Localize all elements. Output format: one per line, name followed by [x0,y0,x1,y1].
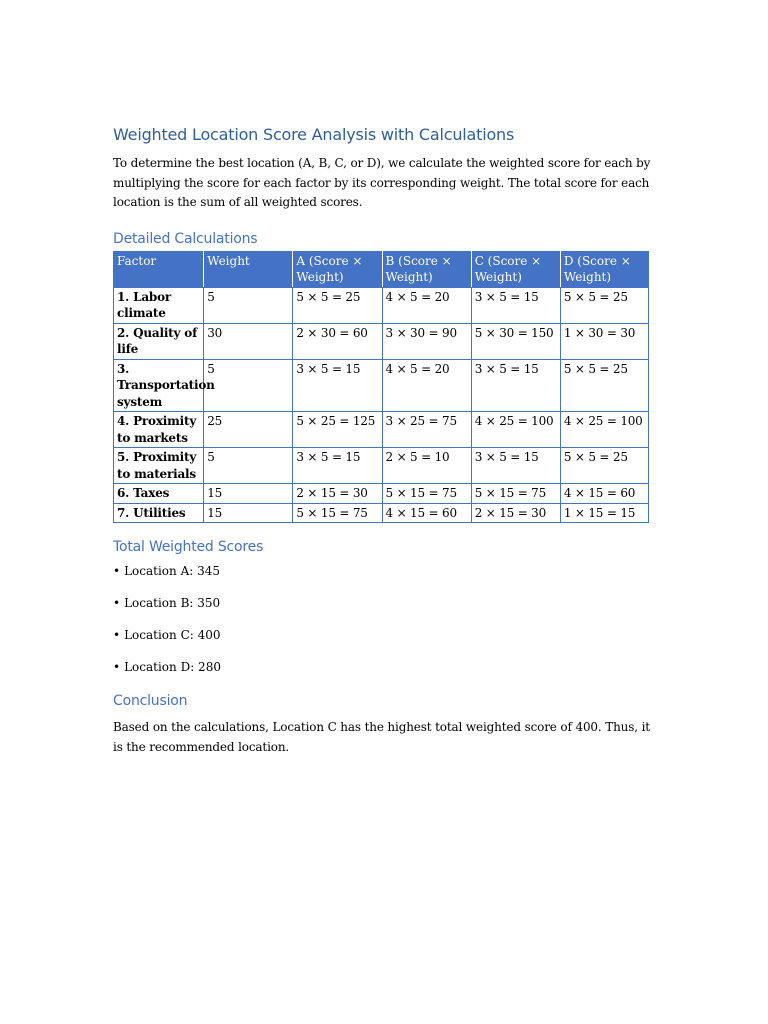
weight-cell: 5 [204,359,293,412]
location-d-cell: 5 × 5 = 25 [560,448,648,484]
header-weight: Weight [204,251,293,287]
location-c-cell: 2 × 15 = 30 [471,503,560,523]
detailed-calculations-heading: Detailed Calculations [113,230,258,247]
location-d-cell: 1 × 30 = 30 [560,323,648,359]
location-a-cell: 5 × 15 = 75 [293,503,382,523]
total-score-text: Location A: 345 [124,564,221,578]
table-row [114,484,649,504]
total-score-text: Location C: 400 [124,628,221,642]
total-scores-heading: Total Weighted Scores [113,539,264,555]
location-c-cell: 3 × 5 = 15 [471,359,560,412]
document-title: Weighted Location Score Analysis with Calculations [113,125,515,144]
total-score-text: Location D: 280 [124,660,221,674]
location-c-cell: 3 × 5 = 15 [471,287,560,323]
location-a-cell: 5 × 5 = 25 [293,287,382,323]
location-b-cell: 3 × 25 = 75 [382,412,471,448]
location-b-cell: 4 × 5 = 20 [382,287,471,323]
location-d-cell: 5 × 5 = 25 [560,287,648,323]
location-a-cell: 2 × 15 = 30 [293,484,382,504]
location-a-cell: 3 × 5 = 15 [293,448,382,484]
table-row [114,448,649,484]
location-a-cell: 3 × 5 = 15 [293,359,382,412]
list-item [113,627,653,643]
header-location-c: C (Score × Weight) [471,251,560,287]
header-location-d: D (Score × Weight) [560,251,648,287]
location-b-cell: 4 × 15 = 60 [382,503,471,523]
list-item [113,659,653,675]
location-c-cell: 3 × 5 = 15 [471,448,560,484]
factor-cell: 2. Quality of life [114,323,204,359]
location-a-cell: 2 × 30 = 60 [293,323,382,359]
weight-cell: 15 [204,484,293,504]
bullet-icon: • [113,596,121,610]
header-factor: Factor [114,251,204,287]
factor-cell: 6. Taxes [114,484,204,504]
weight-cell: 30 [204,323,293,359]
factor-cell: 7. Utilities [114,503,204,523]
location-d-cell: 4 × 15 = 60 [560,484,648,504]
factor-cell: 4. Proximity to markets [114,412,204,448]
list-item [113,595,653,611]
table-row [114,412,649,448]
location-a-cell: 5 × 25 = 125 [293,412,382,448]
list-item [113,563,653,579]
calculation-table [113,251,649,524]
conclusion-heading: Conclusion [113,693,188,709]
total-score-text: Location B: 350 [124,596,221,610]
location-b-cell: 4 × 5 = 20 [382,359,471,412]
weight-cell: 5 [204,448,293,484]
location-b-cell: 5 × 15 = 75 [382,484,471,504]
table-row [114,323,649,359]
location-d-cell: 5 × 5 = 25 [560,359,648,412]
location-b-cell: 3 × 30 = 90 [382,323,471,359]
header-location-a: A (Score × Weight) [293,251,382,287]
document-page [113,124,653,757]
location-d-cell: 1 × 15 = 15 [560,503,648,523]
header-location-b: B (Score × Weight) [382,251,471,287]
location-c-cell: 5 × 15 = 75 [471,484,560,504]
weight-cell: 25 [204,412,293,448]
factor-cell: 1. Labor climate [114,287,204,323]
table-row [114,287,649,323]
location-d-cell: 4 × 25 = 100 [560,412,648,448]
table-row [114,359,649,412]
table-header-row [114,251,649,287]
total-scores-list [113,563,653,675]
bullet-icon: • [113,628,121,642]
intro-paragraph: To determine the best location (A, B, C, or D), we calculate the weighted score for each by multiplying the score for each factor by its corresponding weight. The total score for each location is the sum of all weighted scores. [113,156,651,209]
factor-cell: 3. Transportation system [114,359,204,412]
location-b-cell: 2 × 5 = 10 [382,448,471,484]
location-c-cell: 5 × 30 = 150 [471,323,560,359]
weight-cell: 5 [204,287,293,323]
location-c-cell: 4 × 25 = 100 [471,412,560,448]
conclusion-paragraph: Based on the calculations, Location C has the highest total weighted score of 400. Thus, it is the recommended location. [113,720,650,754]
factor-cell: 5. Proximity to materials [114,448,204,484]
bullet-icon: • [113,564,121,578]
table-row [114,503,649,523]
bullet-icon: • [113,660,121,674]
weight-cell: 15 [204,503,293,523]
